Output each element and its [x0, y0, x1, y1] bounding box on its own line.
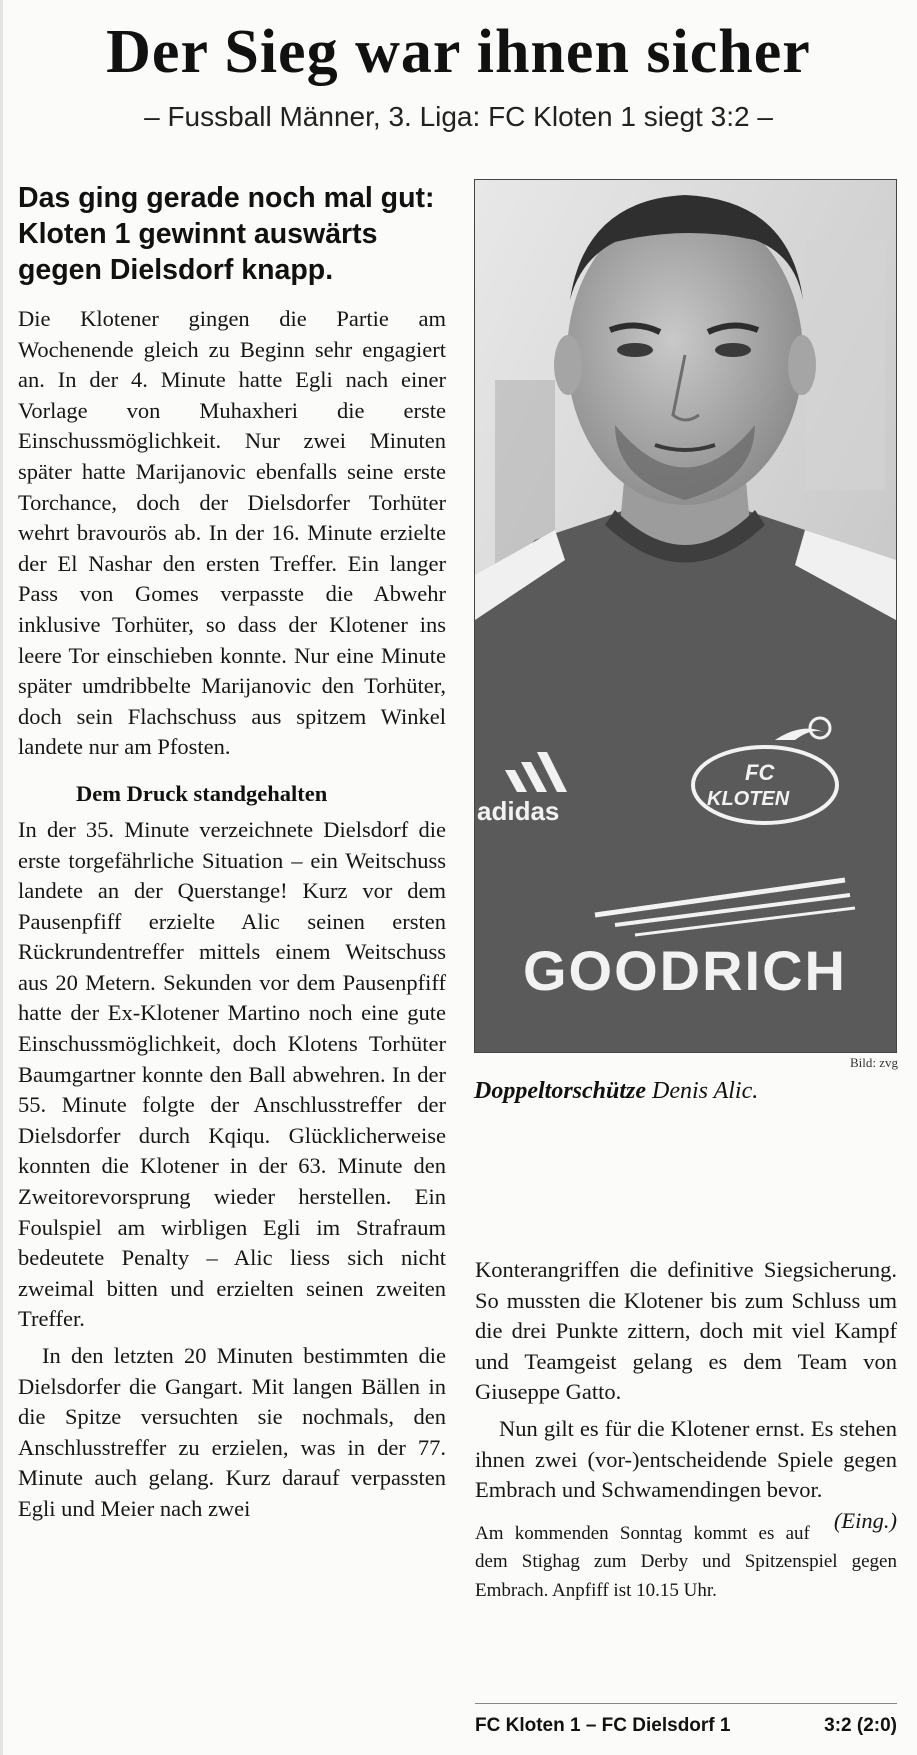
badge-line2: KLOTEN — [707, 788, 790, 810]
body-paragraph-3: In den letzten 20 Minuten bestimmten die Dielsdorfer die Gangart. Mit langen Bällen in die Spitze versuchten sie nochmals, den Anschlusstreffer zu erzielen, was in der 77. Minute auch gelang. Kurz darauf verpassten Egli und Meier nach zwei — [18, 1343, 446, 1521]
badge-line1: FC — [745, 760, 775, 785]
scan-edge — [0, 0, 3, 1755]
article-deck: Das ging gerade noch mal gut: Kloten 1 gewinnt auswärts gegen Dielsdorf knapp. — [18, 182, 435, 286]
article-headline: Der Sieg war ihnen sicher — [106, 18, 811, 86]
caption-name: Denis Alic. — [652, 1078, 759, 1104]
photo-caption — [474, 1075, 895, 1107]
body-paragraph-5 — [475, 1414, 897, 1533]
body-paragraph-4: Konterangriffen die definitive Siegsicherung. So mussten die Klotener bis zum Schluss um die drei Punkte zittern, doch mit viel Kampf und Teamgeist gelang es dem Team von Giuseppe Gatto. — [475, 1257, 897, 1405]
player-photo — [474, 179, 897, 1053]
result-teams: FC Kloten 1 – FC Dielsdorf 1 — [475, 1715, 731, 1736]
sponsor-text: GOODRICH — [523, 939, 847, 1002]
right-column — [475, 1255, 897, 1605]
author-signature: (Eing.) — [833, 1507, 897, 1533]
left-column — [18, 180, 446, 1525]
result-score: 3:2 (2:0) — [824, 1715, 897, 1736]
body-paragraph-2: In der 35. Minute verzeichnete Dielsdorf die erste torgefährliche Situation – ein Weitschuss landete an der Querstange! Kurz vor dem Pausenpfiff erzielte Alic seinen ersten Rückrundentreffer mittels einem Weitschuss aus 20 Metern. Sekunden vor dem Pausenpfiff hatte der Ex-Klotener Martino noch eine gute Einschussmöglichkeit, doch Klotens Torhüter Baumgartner konnte den Ball abwehren. In der 55. Minute folgte der Anschlusstreffer der Dielsdorfer durch Kqiqu. Glücklicherweise konnten die Klotener in der 63. Minute den Zweitorevorsprung wieder herstellen. Ein Foulspiel am wirbligen Egli im Strafraum bedeutete Penalty – Alic liess sich nicht zweimal bitten und erzielten seinen zweiten Treffer. — [18, 816, 446, 1332]
article-subline: – Fussball Männer, 3. Liga: FC Kloten 1 siegt 3:2 – — [144, 101, 773, 132]
result-line — [475, 1713, 897, 1739]
teaser-paragraph: Am kommenden Sonntag kommt es auf dem Stighag zum Derby und Spitzenspiel gegen Embrach. Anpfiff ist 10.15 Uhr. — [475, 1522, 897, 1601]
shirt-brand: adidas — [477, 796, 560, 826]
body-paragraph-5-text: Nun gilt es für die Klotener ernst. Es stehen ihnen zwei (vor-)entscheidende Spiele gegen Embrach und Schwamendingen bevor. — [475, 1415, 897, 1503]
result-divider — [475, 1703, 897, 1704]
article-subhead: Dem Druck standgehalten — [76, 780, 328, 806]
caption-bold: Doppeltorschütze — [474, 1078, 647, 1104]
body-paragraph-1: Die Klotener gingen die Partie am Wochenende gleich zu Beginn sehr engagiert an. In der 4. Minute hatte Egli nach einer Vorlage von Muhaxheri die erste Einschussmöglichkeit. Nur zwei Minuten später hatte Marijanovic ebenfalls seine erste Torchance, doch der Dielsdorfer Torhüter wehrt bravourös ab. In der 16. Minute erzielte der El Nashar den ersten Treffer. Ein langer Pass von Gomes verpasste die Abwehr inklusive Torhüter, so dass der Klotener ins leere Tor einschieben konnte. Nur eine Minute später umdribbelte Marijanovic den Torhüter, doch sein Flachschuss aus spitzem Winkel landete nur am Pfosten. — [18, 306, 446, 760]
photo-credit: Bild: zvg — [849, 1055, 898, 1070]
